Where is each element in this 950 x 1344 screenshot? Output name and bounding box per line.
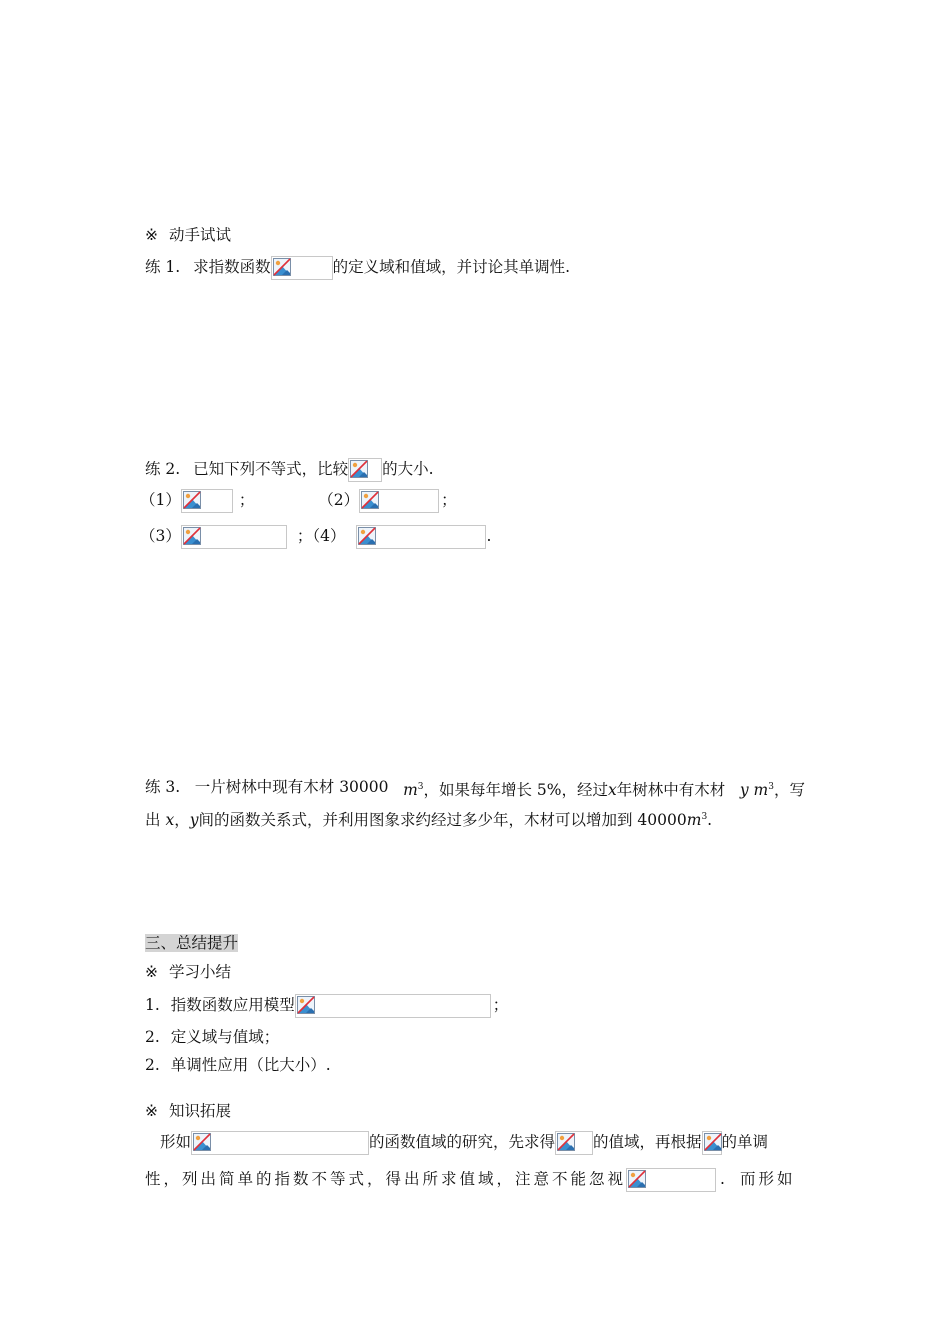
exercise-label: 练 3. [145,778,181,796]
item-separator: ； [296,527,313,545]
exercise-text: 的大小. [382,460,434,478]
variable-y: y [739,781,749,800]
broken-image-icon [350,460,368,478]
reference-mark: ※ [145,963,158,981]
exercise-text: . [707,811,713,830]
exercise-text: ， [174,811,190,830]
broken-image-icon [183,527,201,545]
reference-mark: ※ [145,226,158,244]
variable-x: x [608,781,617,800]
paragraph-text: 的值域，再根据 [593,1133,702,1151]
item-text: 单调性应用（比大小）. [170,1056,331,1074]
formula-image-placeholder [295,994,491,1018]
item-number: （3） [140,527,181,545]
paragraph-text: 性，列出简单的指数不等式，得出所求值域，注意不能忽视 [145,1170,627,1188]
unit-symbol: m [686,811,702,830]
study-summary-heading [145,961,231,983]
item-number: 1. [145,996,160,1014]
item-number: （1） [140,491,181,509]
broken-image-icon [193,1133,211,1151]
unit-symbol: m [403,781,418,800]
formula-image-placeholder [181,489,233,513]
broken-image-icon [704,1133,722,1151]
variable-y: y [189,811,199,830]
summary-item-3 [145,1054,331,1076]
broken-image-icon [628,1170,646,1188]
section-try-heading [145,224,231,246]
item-number: 2. [145,1028,160,1046]
item-text: 指数函数应用模型 [170,996,295,1014]
broken-image-icon [358,527,376,545]
section-title: 知识拓展 [168,1102,231,1120]
exercise-text: 间的函数关系式，并利用图象求约经过多少年，木材可以增加到 40000 [198,811,687,830]
formula-image-placeholder [181,525,287,549]
paragraph-text: 而形如 [739,1170,796,1188]
summary-item-1 [145,994,508,1018]
exercise-2-items-row1 [140,489,457,513]
variable-x: x [165,811,175,830]
exercise-3-line2: 出 x，y间的函数关系式，并利用图象求约经过多少年，木材可以增加到 $40000m^3$. [145,811,713,830]
item-separator: ； [441,491,457,509]
broken-image-icon [361,491,379,509]
paragraph-text: 的单调 [721,1133,769,1151]
paragraph-text: 形如 [160,1133,192,1151]
formula-image-placeholder [271,256,333,280]
broken-image-icon [183,491,201,509]
formula-image-placeholder [626,1168,716,1192]
unit-symbol: m [753,781,769,800]
exercise-text: 年树林中有木材 [616,781,726,800]
exercise-text: 出 [145,811,161,830]
exercise-text: ，写 [773,781,805,800]
exercise-2-items-row2 [140,525,491,549]
formula-image-placeholder [702,1131,722,1155]
exercise-text: 的定义域和值域，并讨论其单调性. [332,258,571,276]
item-separator: . [486,527,492,545]
summary-item-2 [145,1026,279,1048]
exercise-label: 练 1. [145,258,181,276]
reference-mark: ※ [145,1102,158,1120]
formula-image-placeholder [356,525,486,549]
section-heading: 三、总结提升 [145,934,239,952]
exercise-label: 练 2. [145,460,181,478]
knowledge-extension-heading [145,1100,231,1122]
exercise-3-line1: 练 3. 一片树林中现有木材 30000 $m^3$，如果每年增长 5%，经过x年树林中有木材 y $m^3$，写 [145,778,805,800]
broken-image-icon [273,258,291,276]
item-separator: ； [238,491,255,509]
exercise-text: ，如果每年增长 5%，经过 [423,781,609,800]
broken-image-icon [557,1133,575,1151]
formula-image-placeholder [191,1131,369,1155]
exercise-1 [145,256,570,280]
formula-image-placeholder [555,1131,593,1155]
formula-image-placeholder [348,458,382,482]
exercise-text: 求指数函数 [193,258,271,276]
item-number: 2. [145,1056,160,1074]
paragraph-text: 的函数值域的研究，先求得 [369,1133,556,1151]
broken-image-icon [297,996,315,1014]
item-number: （2） [318,491,360,509]
exercise-text: 已知下列不等式，比较 [193,460,349,478]
item-text: 定义域与值域； [170,1028,280,1046]
item-number: （4） [312,527,346,545]
exercise-text: 一片树林中现有木材 30000 [194,778,389,796]
extension-paragraph-line1 [160,1131,768,1155]
section-title: 学习小结 [168,963,231,981]
item-separator: ； [492,996,509,1014]
extension-paragraph-line2 [145,1168,795,1192]
paragraph-text: . [720,1170,728,1188]
exercise-2 [145,458,434,482]
summary-heading [145,932,238,954]
section-title: 动手试试 [168,226,231,244]
formula-image-placeholder [359,489,439,513]
